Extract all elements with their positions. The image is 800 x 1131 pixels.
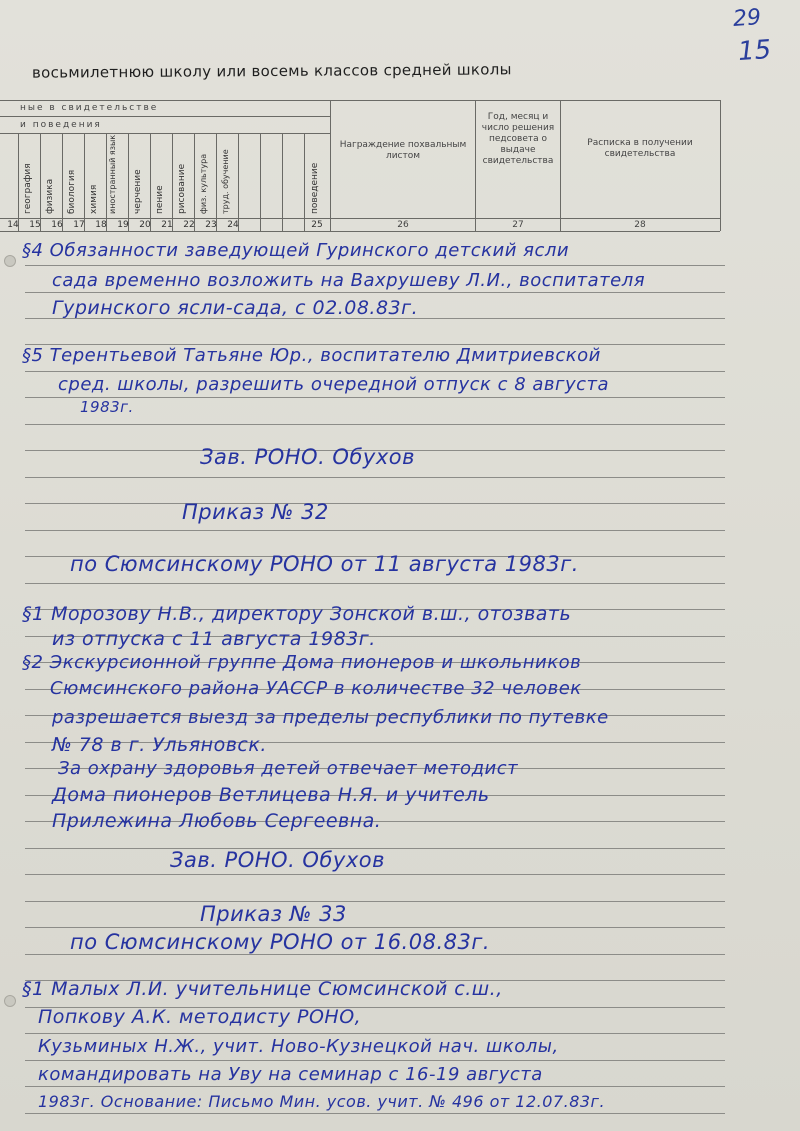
ruled-line — [25, 583, 725, 584]
col-line — [40, 133, 41, 231]
col-line — [720, 100, 721, 231]
col-header-foreign-language: иностранный язык — [108, 134, 117, 214]
ruled-line — [25, 292, 725, 293]
ruled-line — [25, 874, 725, 875]
col-header-drafting: черчение — [133, 169, 143, 214]
col-line — [18, 133, 19, 231]
col-header-physical-culture: физ. культура — [199, 153, 208, 214]
table-group-header-1: ные в свидетельстве — [20, 103, 159, 113]
col-line — [194, 133, 195, 231]
col-number: 25 — [311, 220, 323, 230]
handwritten-line: §1 Морозову Н.В., директору Зонской в.ш., отозвать — [22, 603, 572, 625]
handwritten-line: Прилежина Любовь Сергеевна. — [52, 810, 382, 832]
ruled-line — [25, 265, 725, 266]
ruled-line — [25, 954, 725, 955]
col-28-title: Расписка в получении свидетельства — [587, 138, 693, 159]
col-number: 24 — [227, 220, 239, 230]
col-number: 17 — [73, 220, 85, 230]
col-number: 16 — [51, 220, 63, 230]
col-header-geography: география — [23, 163, 33, 214]
col-header-drawing: рисование — [177, 163, 187, 214]
col-27-number: 27 — [512, 220, 524, 230]
table-group-divider — [0, 116, 330, 117]
col-line — [150, 133, 151, 231]
col-28-number: 28 — [634, 220, 646, 230]
col-27-title: Год, месяц и число решения педсовета о выдаче свидетельства — [481, 112, 555, 166]
ruled-line — [25, 901, 725, 902]
col-number: 19 — [117, 220, 129, 230]
col-line — [238, 133, 239, 231]
table-header-bottom — [0, 218, 720, 219]
col-number: 23 — [205, 220, 217, 230]
signature-line: Зав. РОНО. Обухов — [200, 445, 415, 469]
col-header-behaviour: поведение — [310, 162, 320, 214]
ruled-line — [25, 1033, 725, 1034]
col-line — [84, 133, 85, 231]
col-line — [560, 100, 561, 231]
col-line — [282, 133, 283, 231]
col-number: 15 — [29, 220, 41, 230]
handwritten-line: За охрану здоровья детей отвечает методист — [58, 758, 519, 779]
table-numbers-bottom — [0, 231, 720, 232]
col-line — [106, 133, 107, 231]
col-26-number: 26 — [397, 220, 409, 230]
col-number: 20 — [139, 220, 151, 230]
col-line — [216, 133, 217, 231]
binder-hole — [4, 255, 16, 267]
handwritten-line: §1 Малых Л.И. учительнице Сюмсинской с.ш., — [22, 978, 503, 1000]
col-line — [260, 133, 261, 231]
col-number: 21 — [161, 220, 173, 230]
handwritten-line: из отпуска с 11 августа 1983г. — [52, 628, 376, 650]
handwritten-line: Попкову А.К. методисту РОНО, — [38, 1006, 362, 1028]
ruled-line — [25, 1113, 725, 1114]
col-26-title: Награждение похвальным листом — [339, 140, 467, 161]
col-line — [172, 133, 173, 231]
ruled-line — [25, 1086, 725, 1087]
col-header-physics: физика — [45, 178, 55, 214]
col-number: 14 — [7, 220, 19, 230]
handwritten-line: командировать на Увy на семинар с 16-19 августа — [38, 1064, 543, 1085]
handwritten-line: № 78 в г. Ульяновск. — [52, 734, 267, 756]
order-subtitle: по Сюмсинскому РОНО от 11 августа 1983г. — [70, 552, 579, 576]
ruled-line — [25, 371, 725, 372]
handwritten-line: 1983г. — [80, 398, 134, 416]
ruled-line — [25, 927, 725, 928]
ruled-line — [25, 1060, 725, 1061]
ruled-line — [25, 477, 725, 478]
page-heading: восьмилетнюю школу или восемь классов средней школы — [31, 60, 512, 82]
ruled-line — [25, 530, 725, 531]
col-line — [330, 100, 331, 231]
handwritten-line: разрешается выезд за пределы республики по путевке — [52, 707, 609, 728]
handwritten-line: §4 Обязанности заведующей Гуринского детский ясли — [22, 240, 570, 261]
col-header-biology: биология — [67, 169, 77, 214]
col-number: 22 — [183, 220, 195, 230]
handwritten-line: §5 Терентьевой Татьяне Юр., воспитателю Дмитриевской — [22, 345, 601, 366]
col-line — [475, 100, 476, 231]
order-title: Приказ № 33 — [200, 902, 347, 926]
col-line — [128, 133, 129, 231]
table-top-border — [0, 100, 720, 101]
handwritten-line: Кузьминых Н.Ж., учит. Ново-Кузнецкой нач. школы, — [38, 1036, 559, 1057]
handwritten-line: §2 Экскурсионной группе Дома пионеров и школьников — [22, 652, 582, 673]
ruled-line — [25, 503, 725, 504]
col-header-chemistry: химия — [89, 184, 99, 214]
order-subtitle: по Сюмсинскому РОНО от 16.08.83г. — [70, 930, 491, 954]
signature-line: Зав. РОНО. Обухов — [170, 848, 385, 872]
table-group-divider-2 — [0, 133, 330, 134]
col-line — [304, 133, 305, 231]
handwritten-line: 1983г. Основание: Письмо Мин. усов. учит. № 496 от 12.07.83г. — [38, 1092, 606, 1111]
handwritten-line: Дома пионеров Ветлицева Н.Я. и учитель — [52, 784, 490, 806]
handwritten-line: сада временно возложить на Вахрушеву Л.И., воспитателя — [52, 270, 646, 291]
handwritten-line: Гуринского ясли-сада, с 02.08.83г. — [52, 297, 419, 319]
page-number-top: 29 — [732, 5, 762, 32]
ruled-line — [25, 424, 725, 425]
col-number: 18 — [95, 220, 107, 230]
col-header-singing: пение — [155, 185, 165, 214]
table-group-header-2: и поведения — [20, 120, 102, 130]
page-number-second: 15 — [736, 34, 773, 68]
col-line — [62, 133, 63, 231]
binder-hole — [4, 995, 16, 1007]
col-header-labour: труд. обучение — [221, 149, 230, 214]
handwritten-line: сред. школы, разрешить очередной отпуск с 8 августа — [58, 374, 610, 395]
order-title: Приказ № 32 — [182, 500, 329, 524]
handwritten-line: Сюмсинского района УАССР в количестве 32 человек — [50, 678, 582, 699]
